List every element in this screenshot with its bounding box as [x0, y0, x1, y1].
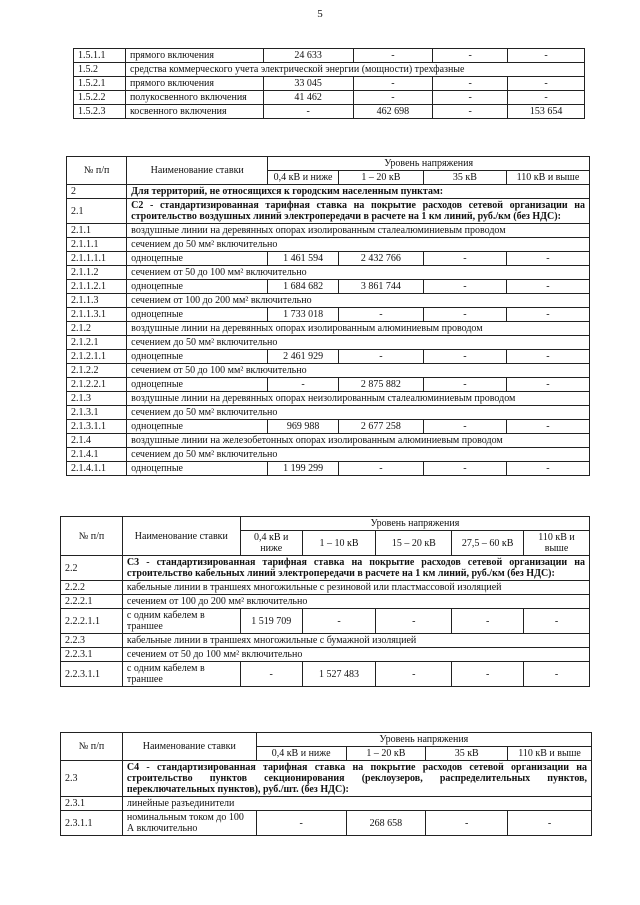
row-label: прямого включения: [125, 77, 263, 91]
header-level-3: 35 кВ: [426, 747, 508, 761]
row-num: 1.5.2.2: [74, 91, 126, 105]
row-num: 2.2.2: [61, 581, 123, 595]
row-num: 2.1.1.3.1: [67, 308, 127, 322]
row-label: воздушные линии на деревянных опорах изолированным алюминиевым проводом: [127, 322, 590, 336]
row-label: сечением до 50 мм² включительно: [127, 238, 590, 252]
row-num: 2.1.2.2: [67, 364, 127, 378]
row-value: 969 988: [268, 420, 339, 434]
row-label: средства коммерческого учета электрической энергии (мощности) трехфазные: [125, 63, 584, 77]
header-level-4: 110 кВ и выше: [508, 747, 592, 761]
row-num: 2.3.1: [61, 797, 123, 811]
row-label: сечением до 50 мм² включительно: [127, 448, 590, 462]
row-value: -: [524, 662, 590, 687]
row-value: -: [376, 662, 452, 687]
row-label: воздушные линии на деревянных опорах изолированным сталеалюминиевым проводом: [127, 224, 590, 238]
table-row: [67, 238, 590, 252]
table-row: [61, 648, 590, 662]
rate-num: 2.2: [61, 556, 123, 581]
rate-title: С3 - стандартизированная тарифная ставка на покрытие расходов сетевой организации на строительство кабельных линий электропередачи в расчете на 1 км линий, руб./км (без НДС):: [122, 556, 589, 581]
header-level: Уровень напряжения: [268, 157, 590, 171]
row-label: одноцепные: [127, 378, 268, 392]
row-num: 2.1.1: [67, 224, 127, 238]
row-value: -: [433, 77, 508, 91]
row-num: 2.2.2.1.1: [61, 609, 123, 634]
row-num: 2.1.3.1.1: [67, 420, 127, 434]
row-value: 268 658: [346, 811, 426, 836]
table-row: [67, 322, 590, 336]
row-num: 2.1.3.1: [67, 406, 127, 420]
row-num: 2.1.1.3: [67, 294, 127, 308]
row-label: с одним кабелем в траншее: [122, 662, 240, 687]
table-c4: [60, 732, 592, 836]
table-row: [67, 448, 590, 462]
row-num: 2.1.3: [67, 392, 127, 406]
row-value: -: [423, 462, 506, 476]
row-label: сечением до 50 мм² включительно: [127, 336, 590, 350]
row-value: 153 654: [508, 105, 585, 119]
header-name: Наименование ставки: [122, 733, 256, 761]
header-level-3: 15 – 20 кВ: [376, 531, 452, 556]
row-value: 1 684 682: [268, 280, 339, 294]
page-number: 5: [317, 8, 323, 20]
section-title: Для территорий, не относящихся к городским населенным пунктам:: [127, 185, 590, 199]
table-row: [67, 434, 590, 448]
row-value: -: [524, 609, 590, 634]
table-row: [74, 63, 585, 77]
row-value: 1 461 594: [268, 252, 339, 266]
table-row: [67, 252, 590, 266]
table-row: [67, 420, 590, 434]
table-row: [67, 294, 590, 308]
row-value: -: [508, 91, 585, 105]
row-label: сечением от 50 до 100 мм² включительно: [122, 648, 589, 662]
table-row: [67, 266, 590, 280]
row-value: 33 045: [263, 77, 353, 91]
row-num: 2.1.1.1: [67, 238, 127, 252]
row-label: сечением от 100 до 200 мм² включительно: [127, 294, 590, 308]
row-label: одноцепные: [127, 420, 268, 434]
row-value: -: [508, 77, 585, 91]
row-value: -: [268, 378, 339, 392]
header-num: № п/п: [67, 157, 127, 185]
row-num: 1.5.2: [74, 63, 126, 77]
header-level-2: 1 – 20 кВ: [346, 747, 426, 761]
row-num: 1.5.2.3: [74, 105, 126, 119]
row-value: -: [423, 308, 506, 322]
header-level-1: 0,4 кВ и ниже: [240, 531, 302, 556]
table-row: [61, 797, 592, 811]
header-level-3: 35 кВ: [423, 171, 506, 185]
row-label: кабельные линии в траншеях многожильные с резиновой или пластмассовой изоляцией: [122, 581, 589, 595]
header-name: Наименование ставки: [127, 157, 268, 185]
row-value: 3 861 744: [338, 280, 423, 294]
table-row: [61, 634, 590, 648]
header-level-2: 1 – 20 кВ: [338, 171, 423, 185]
table-metering: [73, 48, 585, 119]
row-value: 1 733 018: [268, 308, 339, 322]
row-value: -: [263, 105, 353, 119]
table-row: [61, 595, 590, 609]
header-level-4: 27,5 – 60 кВ: [452, 531, 524, 556]
row-label: сечением до 50 мм² включительно: [127, 406, 590, 420]
row-label: номинальным током до 100 А включительно: [122, 811, 256, 836]
row-num: 2.1.2.1.1: [67, 350, 127, 364]
header-level-4: 110 кВ и выше: [506, 171, 589, 185]
row-num: 2.1.4.1.1: [67, 462, 127, 476]
row-label: с одним кабелем в траншее: [122, 609, 240, 634]
row-num: 2.1.1.1.1: [67, 252, 127, 266]
table-row: [67, 406, 590, 420]
row-label: косвенного включения: [125, 105, 263, 119]
header-level-2: 1 – 10 кВ: [302, 531, 376, 556]
row-label: одноцепные: [127, 252, 268, 266]
row-value: -: [423, 378, 506, 392]
row-value: -: [423, 252, 506, 266]
row-value: -: [338, 308, 423, 322]
row-label: одноцепные: [127, 280, 268, 294]
row-value: -: [353, 77, 433, 91]
table-row: [61, 662, 590, 687]
row-label: сечением от 100 до 200 мм² включительно: [122, 595, 589, 609]
row-num: 2.1.2.2.1: [67, 378, 127, 392]
row-value: -: [302, 609, 376, 634]
header-level-5: 110 кВ и выше: [524, 531, 590, 556]
row-value: 41 462: [263, 91, 353, 105]
rate-title: С2 - стандартизированная тарифная ставка на покрытие расходов сетевой организации на строительство воздушных линий электропередачи в расчете на 1 км линий, руб./км (без НДС):: [127, 199, 590, 224]
table-row: [67, 280, 590, 294]
table-row: [74, 77, 585, 91]
row-value: 1 527 483: [302, 662, 376, 687]
row-num: 2.1.2.1: [67, 336, 127, 350]
row-label: воздушные линии на железобетонных опорах изолированным алюминиевым проводом: [127, 434, 590, 448]
row-value: -: [256, 811, 346, 836]
row-num: 2.2.3.1.1: [61, 662, 123, 687]
rate-num: 2.3: [61, 761, 123, 797]
row-num: 2.2.2.1: [61, 595, 123, 609]
row-value: -: [433, 105, 508, 119]
header-level-1: 0,4 кВ и ниже: [256, 747, 346, 761]
row-value: -: [240, 662, 302, 687]
table-row: [67, 336, 590, 350]
table-row: [67, 462, 590, 476]
table-row: [67, 364, 590, 378]
row-num: 2.1.4: [67, 434, 127, 448]
row-label: сечением от 50 до 100 мм² включительно: [127, 266, 590, 280]
header-num: № п/п: [61, 733, 123, 761]
row-value: -: [506, 420, 589, 434]
header-level: Уровень напряжения: [240, 517, 589, 531]
row-value: 2 875 882: [338, 378, 423, 392]
row-value: 2 432 766: [338, 252, 423, 266]
row-label: одноцепные: [127, 308, 268, 322]
row-value: -: [508, 811, 592, 836]
row-value: -: [506, 280, 589, 294]
row-label: одноцепные: [127, 462, 268, 476]
table-row: [74, 91, 585, 105]
table-row: [61, 811, 592, 836]
row-value: 1 199 299: [268, 462, 339, 476]
row-label: линейные разъединители: [122, 797, 591, 811]
row-num: 2.2.3.1: [61, 648, 123, 662]
row-value: -: [376, 609, 452, 634]
table-row: [67, 392, 590, 406]
row-value: -: [506, 308, 589, 322]
row-value: -: [353, 91, 433, 105]
header-level-1: 0,4 кВ и ниже: [268, 171, 339, 185]
row-value: -: [353, 49, 433, 63]
row-num: 2.1.1.2: [67, 266, 127, 280]
table-c2: [66, 156, 590, 476]
table-row: [61, 581, 590, 595]
row-value: -: [506, 462, 589, 476]
rate-num: 2.1: [67, 199, 127, 224]
row-value: -: [452, 662, 524, 687]
row-value: -: [506, 252, 589, 266]
row-label: одноцепные: [127, 350, 268, 364]
header-level: Уровень напряжения: [256, 733, 591, 747]
row-num: 1.5.1.1: [74, 49, 126, 63]
table-row: [67, 224, 590, 238]
row-num: 1.5.2.1: [74, 77, 126, 91]
row-value: -: [423, 420, 506, 434]
row-label: кабельные линии в траншеях многожильные с бумажной изоляцией: [122, 634, 589, 648]
row-label: сечением от 50 до 100 мм² включительно: [127, 364, 590, 378]
row-value: -: [423, 280, 506, 294]
header-name: Наименование ставки: [122, 517, 240, 556]
row-label: прямого включения: [125, 49, 263, 63]
row-value: 24 633: [263, 49, 353, 63]
row-num: 2.1.4.1: [67, 448, 127, 462]
table-row: [67, 378, 590, 392]
table-row: [74, 49, 585, 63]
row-value: 2 677 258: [338, 420, 423, 434]
row-value: -: [426, 811, 508, 836]
table-row: [61, 609, 590, 634]
table-row: [74, 105, 585, 119]
row-num: 2.3.1.1: [61, 811, 123, 836]
row-value: 2 461 929: [268, 350, 339, 364]
row-value: -: [452, 609, 524, 634]
row-value: -: [433, 91, 508, 105]
table-row: [67, 350, 590, 364]
table-row: [67, 308, 590, 322]
row-value: -: [338, 350, 423, 364]
section-num: 2: [67, 185, 127, 199]
row-value: -: [423, 350, 506, 364]
row-value: 1 519 709: [240, 609, 302, 634]
row-value: -: [433, 49, 508, 63]
rate-title: С4 - стандартизированная тарифная ставка на покрытие расходов сетевой организации на строительство пунктов секционирования (реклоузеров, распределительных пунктов, переключательных пунктов), руб./шт. (без НДС):: [122, 761, 591, 797]
row-num: 2.1.1.2.1: [67, 280, 127, 294]
table-c3: [60, 516, 590, 687]
row-num: 2.2.3: [61, 634, 123, 648]
row-value: -: [338, 462, 423, 476]
row-value: -: [506, 378, 589, 392]
row-num: 2.1.2: [67, 322, 127, 336]
row-value: 462 698: [353, 105, 433, 119]
row-label: воздушные линии на деревянных опорах неизолированным сталеалюминиевым проводом: [127, 392, 590, 406]
row-value: -: [508, 49, 585, 63]
header-num: № п/п: [61, 517, 123, 556]
row-label: полукосвенного включения: [125, 91, 263, 105]
row-value: -: [506, 350, 589, 364]
